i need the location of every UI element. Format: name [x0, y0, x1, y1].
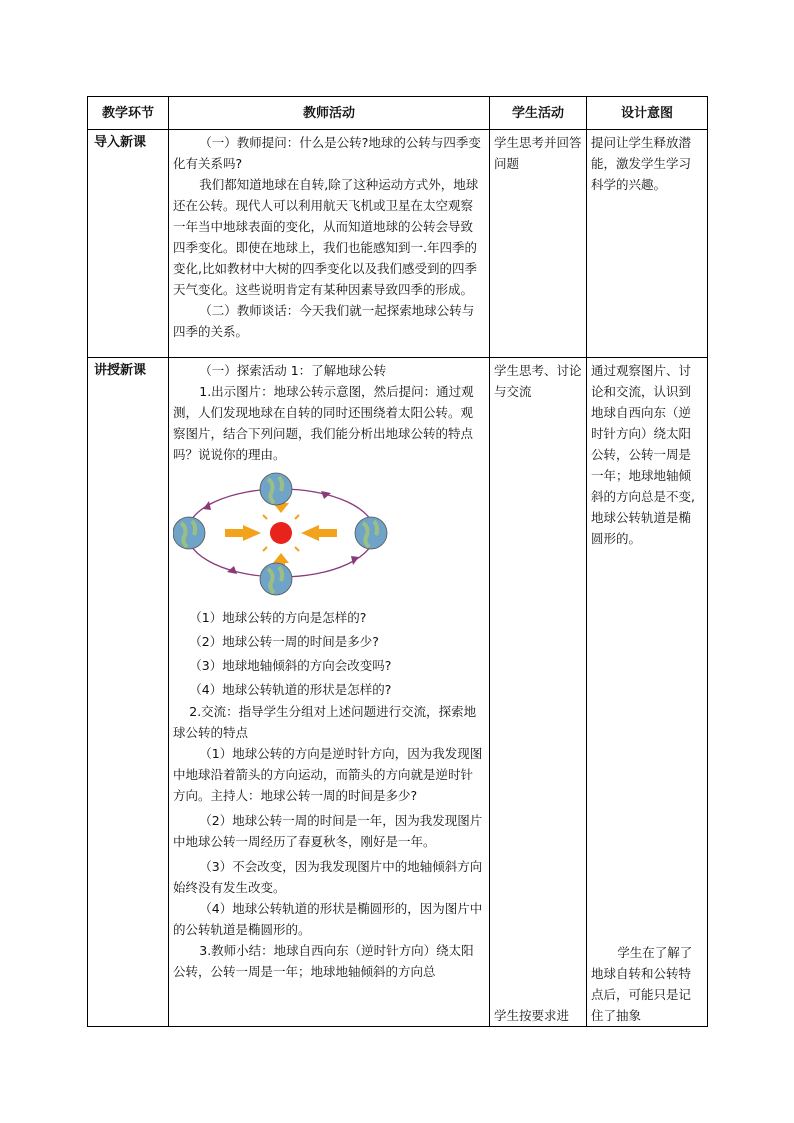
paragraph: （1）地球公转的方向是逆时针方向，因为我发现图中地球沿着箭头的方向运动，而箭头的方向就是逆时针方向。主持人：地球公转一周的时间是多少? — [173, 746, 483, 803]
teacher-activity-new-lesson — [169, 358, 490, 1027]
orbit-arrow-icon — [203, 501, 211, 510]
design-intent-text: 学生在了解了地球自转和公转特点后，可能只是记住了抽象 — [591, 945, 693, 1023]
student-activity-text: 学生思考、讨论与交流 — [494, 363, 582, 399]
question-item: （2）地球公转一周的时间是多少? — [189, 634, 379, 649]
question-item: （1）地球公转的方向是怎样的? — [189, 610, 367, 625]
paragraph: （二）教师谈话：今天我们就一起探索地球公转与四季的关系。 — [173, 303, 475, 339]
orbit-arrow-icon — [351, 556, 359, 565]
row-new-lesson — [88, 358, 708, 1027]
earth-orbit-figure — [173, 469, 485, 603]
section-new-lesson: 讲授新课 — [88, 358, 169, 1027]
paragraph: 2.交流：指导学生分组对上述问题进行交流，探索地球公转的特点 — [173, 704, 477, 740]
student-activity-new-lesson — [490, 358, 587, 1027]
student-activity-introduction: 学生思考并回答问题 — [490, 130, 587, 358]
header-teacher-activity: 教师活动 — [169, 97, 490, 130]
paragraph: 我们都知道地球在自转,除了这种运动方式外，地球还在公转。现代人可以利用航天飞机或卫星在太空观察一年当中地球表面的变化，从而知道地球的公转会导致四季变化。即使在地球上，我们也能感知到一.年四季的变化,比如教材中大树的四季变化以及我们感受到的四季天气变化。这些说明肯定有某种因素导致四季的形成。 — [173, 177, 479, 297]
design-intent-introduction: 提问让学生释放潜能，激发学生学习科学的兴趣。 — [587, 130, 708, 358]
paragraph: （2）地球公转一周的时间是一年，因为我发现图片中地球公转一周经历了春夏秋冬，刚好是一年。 — [173, 813, 483, 849]
student-activity-text: 学生按要求进 — [494, 1008, 570, 1023]
earth-icon — [260, 473, 292, 505]
question-item: （3）地球地轴倾斜的方向会改变吗? — [189, 658, 392, 673]
earth-icon — [173, 517, 205, 549]
design-intent-new-lesson — [587, 358, 708, 1027]
row-introduction — [88, 130, 708, 358]
design-intent-text: 通过观察图片、讨论和交流，认识到地球自西向东（逆时针方向）绕太阳公转，公转一周是一年；地球地轴倾斜的方向总是不变,地球公转轨道是椭圆形的。 — [591, 363, 695, 546]
paragraph: 1.出示图片：地球公转示意图，然后提问：通过观测，人们发现地球在自转的同时还围绕着太阳公转。观察图片，结合下列问题，我们能分析出地球公转的特点吗？说说你的理由。 — [173, 384, 474, 462]
lesson-plan-table — [87, 96, 708, 1027]
header-row — [88, 97, 708, 130]
earth-icon — [260, 563, 292, 595]
paragraph: 3.教师小结：地球自西向东（逆时针方向）绕太阳公转，公转一周是一年；地球地轴倾斜的方向总 — [173, 943, 474, 979]
section-introduction: 导入新课 — [88, 130, 169, 358]
teacher-activity-introduction — [169, 130, 490, 358]
earth-icon — [355, 517, 387, 549]
earth-orbit-diagram — [173, 469, 403, 603]
header-teaching-stage: 教学环节 — [88, 97, 169, 130]
sun-icon — [270, 522, 292, 544]
header-student-activity: 学生活动 — [490, 97, 587, 130]
paragraph: （4）地球公转轨道的形状是椭圆形的，因为图片中的公转轨道是椭圆形的。 — [173, 901, 483, 937]
paragraph: （一）教师提问：什么是公转?地球的公转与四季变化有关系吗? — [173, 135, 481, 171]
paragraph: （一）探索活动 1：了解地球公转 — [199, 363, 387, 378]
header-design-intent: 设计意图 — [587, 97, 708, 130]
question-item: （4）地球公转轨道的形状是怎样的? — [189, 682, 392, 697]
paragraph: （3）不会改变，因为我发现图片中的地轴倾斜方向始终没有发生改变。 — [173, 859, 483, 895]
